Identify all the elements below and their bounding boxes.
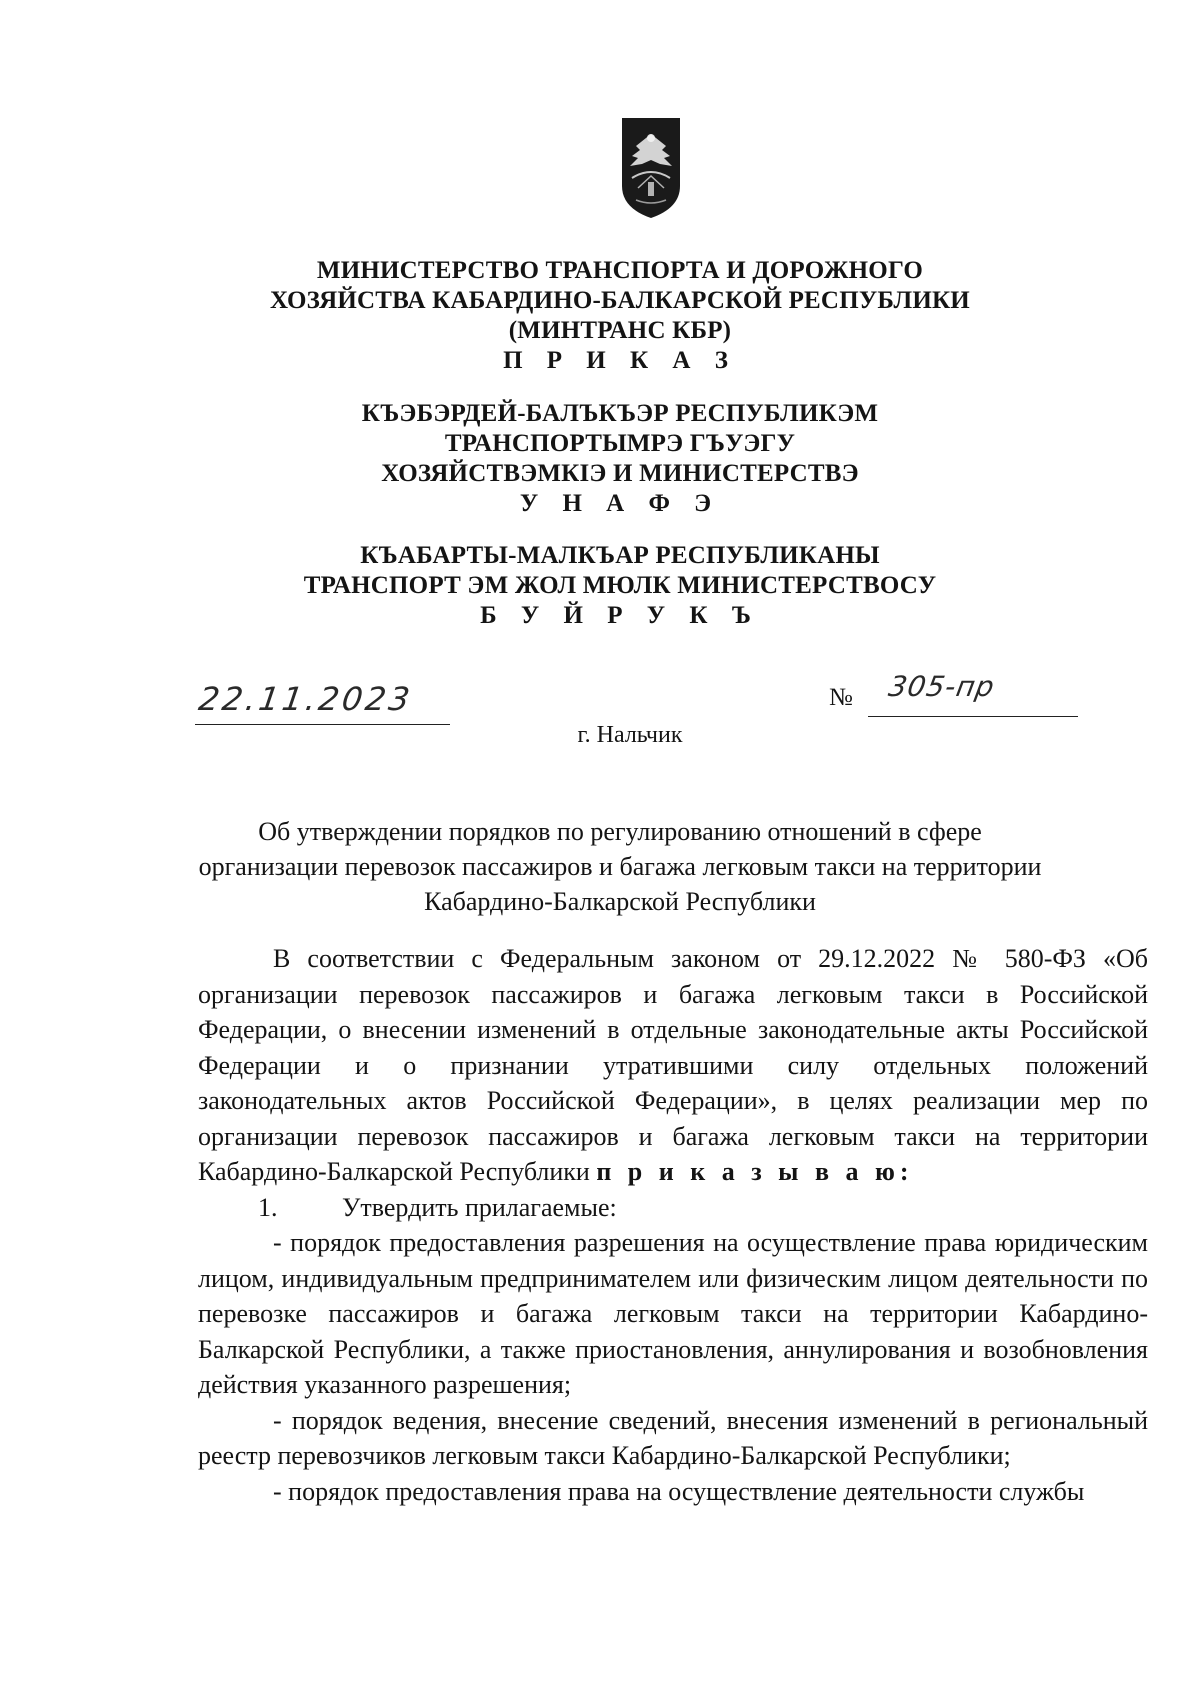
preamble-paragraph [198, 941, 1148, 1190]
title-line1: Об утверждении порядков по регулированию отношений в сфере [258, 817, 982, 846]
header-ru-doc-type: П Р И К А З [503, 347, 737, 374]
document-title [0, 814, 1200, 919]
preamble-text: В соответствии с Федеральным законом от 29.12.2022 № 580-ФЗ «Об организации перевозок пассажиров и багажа легковым такси в Российской Федерации, о внесении изменений в отдельные законодательные акты Российской Федерации и о признании утратившими силу отдельных положений законодательных актов Российской Федерации», в целях реализации мер по организации перевозок пассажиров и багажа легковым такси на территории Кабардино-Балкарской Республики [198, 944, 1148, 1186]
header-kbd-doc-type: У Н А Ф Э [519, 490, 721, 517]
header-ru-line2: ХОЗЯЙСТВА КАБАРДИНО-БАЛКАРСКОЙ РЕСПУБЛИКИ [270, 287, 970, 314]
item-1-text: Утвердить прилагаемые: [342, 1192, 617, 1222]
header-kbd-line3: ХОЗЯЙСТВЭМКІЭ И МИНИСТЕРСТВЭ [381, 460, 859, 487]
header-krc-line1: КЪАБАРТЫ-МАЛКЪАР РЕСПУБЛИКАНЫ [360, 542, 880, 569]
title-line2: организации перевозок пассажиров и багажа легковым такси на территории [198, 852, 1042, 881]
header-krc [20, 541, 1200, 631]
handwritten-number: 305-пр [886, 670, 998, 703]
document-body [198, 941, 1148, 1509]
date-field [195, 680, 450, 725]
title-line3: Кабардино-Балкарской Республики [424, 887, 816, 916]
item-1-number: 1. [258, 1192, 278, 1222]
item-1 [198, 1190, 1148, 1226]
sub-item-1: - порядок предоставления разрешения на осуществление права юридическим лицом, индивидуальным предпринимателем или физическим лицом деятельности по перевозке пассажиров и багажа легковым такси на территории Кабардино-Балкарской Республики, а также приостановления, аннулирования и возобновления действия указанного разрешения; [198, 1228, 1148, 1399]
header-krc-doc-type: Б У Й Р У К Ъ [480, 602, 760, 629]
sub-item-3: - порядок предоставления права на осуществление деятельности службы [273, 1476, 1085, 1506]
header-ru-line1: МИНИСТЕРСТВО ТРАНСПОРТА И ДОРОЖНОГО [316, 257, 924, 284]
number-underline [868, 716, 1078, 717]
header-krc-line2: ТРАНСПОРТ ЭМ ЖОЛ МЮЛК МИНИСТЕРСТВОСУ [303, 572, 937, 599]
header-kbd-line2: ТРАНСПОРТЫМРЭ ГЪУЭГУ [444, 430, 796, 457]
header-kbd-line1: КЪЭБЭРДЕЙ-БАЛЪКЪЭР РЕСПУБЛИКЭМ [361, 400, 879, 427]
city: г. Нальчик [577, 722, 683, 748]
sub-item-2: - порядок ведения, внесение сведений, внесения изменений в региональный реестр перевозчиков легковым такси Кабардино-Балкарской Республики; [198, 1405, 1148, 1470]
number-field [829, 670, 1084, 718]
handwritten-date: 22.11.2023 [196, 680, 415, 718]
number-sign: № [829, 684, 853, 711]
header-kbd [20, 399, 1200, 519]
order-word: п р и к а з ы в а ю: [596, 1157, 914, 1186]
coat-of-arms-icon [618, 116, 684, 220]
header-ru [20, 256, 1200, 376]
header-ru-line3: (МИНТРАНС КБР) [508, 317, 732, 344]
